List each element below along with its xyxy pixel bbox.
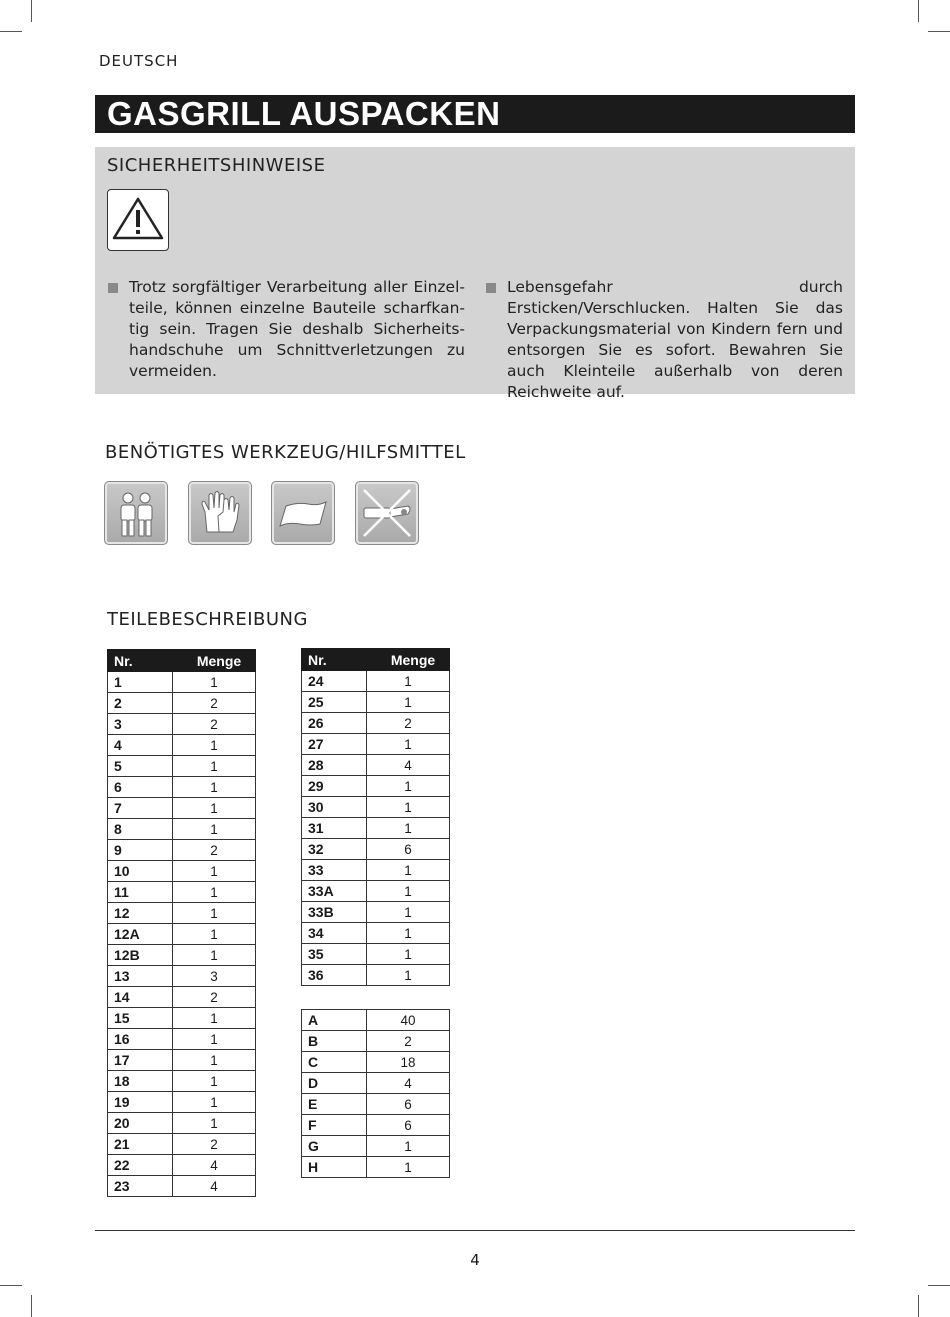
- quantity-cell: 1: [367, 776, 450, 797]
- no-knife-icon: [355, 481, 419, 545]
- quantity-cell: 2: [173, 1134, 256, 1155]
- quantity-cell: 1: [367, 902, 450, 923]
- part-number-cell: 27: [302, 734, 367, 755]
- crop-mark: [918, 1295, 919, 1317]
- table-row: [302, 734, 450, 755]
- quantity-cell: 1: [367, 692, 450, 713]
- quantity-cell: 2: [173, 987, 256, 1008]
- part-number-cell: 26: [302, 713, 367, 734]
- table-row: [302, 1031, 450, 1052]
- parts-table-1: [107, 649, 256, 1197]
- part-number-cell: 12A: [108, 924, 173, 945]
- part-number-cell: 21: [108, 1134, 173, 1155]
- part-number-cell: 8: [108, 819, 173, 840]
- quantity-cell: 1: [173, 672, 256, 693]
- table-row: [108, 1050, 256, 1071]
- safety-bullet-1: [108, 277, 465, 382]
- table-row: [302, 1073, 450, 1094]
- part-number-cell: C: [302, 1052, 367, 1073]
- table-row: [108, 735, 256, 756]
- bullet-square-icon: [486, 283, 496, 293]
- quantity-cell: 6: [367, 1115, 450, 1136]
- table-row: [302, 839, 450, 860]
- table-row: [108, 798, 256, 819]
- table-row: [302, 776, 450, 797]
- table-row: [108, 693, 256, 714]
- table-row: [302, 965, 450, 986]
- quantity-cell: 1: [173, 1029, 256, 1050]
- quantity-cell: 6: [367, 839, 450, 860]
- part-number-cell: D: [302, 1073, 367, 1094]
- table-row: [302, 923, 450, 944]
- table-row: [108, 840, 256, 861]
- part-number-cell: 12B: [108, 945, 173, 966]
- quantity-cell: 1: [173, 1113, 256, 1134]
- table-row: [108, 1008, 256, 1029]
- table-row: [108, 966, 256, 987]
- quantity-cell: 2: [173, 693, 256, 714]
- table-row: [302, 1136, 450, 1157]
- part-number-cell: 3: [108, 714, 173, 735]
- page-title: GASGRILL AUSPACKEN: [107, 95, 501, 132]
- parts-table-3: [301, 1009, 450, 1178]
- part-number-cell: 33: [302, 860, 367, 881]
- table-row: [108, 924, 256, 945]
- table-row: [108, 987, 256, 1008]
- quantity-cell: 1: [367, 923, 450, 944]
- part-number-cell: 9: [108, 840, 173, 861]
- table-row: [302, 755, 450, 776]
- table-row: [302, 881, 450, 902]
- table-row: [108, 777, 256, 798]
- part-number-cell: 4: [108, 735, 173, 756]
- table-row: [108, 756, 256, 777]
- quantity-cell: 1: [367, 944, 450, 965]
- crop-mark: [31, 1295, 32, 1317]
- quantity-cell: 4: [173, 1176, 256, 1197]
- part-number-cell: G: [302, 1136, 367, 1157]
- part-number-cell: 7: [108, 798, 173, 819]
- table-row: [108, 1176, 256, 1197]
- quantity-cell: 1: [173, 861, 256, 882]
- table-row: [302, 692, 450, 713]
- column-header-menge: Menge: [367, 649, 450, 671]
- part-number-cell: 2: [108, 693, 173, 714]
- quantity-cell: 2: [173, 714, 256, 735]
- safety-bullet-2: [486, 277, 843, 403]
- crop-mark: [31, 0, 32, 22]
- crop-mark: [928, 31, 950, 32]
- quantity-cell: 2: [367, 713, 450, 734]
- quantity-cell: 1: [367, 818, 450, 839]
- quantity-cell: 2: [173, 840, 256, 861]
- quantity-cell: 18: [367, 1052, 450, 1073]
- part-number-cell: 32: [302, 839, 367, 860]
- part-number-cell: 1: [108, 672, 173, 693]
- quantity-cell: 4: [367, 755, 450, 776]
- table-row: [108, 882, 256, 903]
- quantity-cell: 1: [173, 882, 256, 903]
- table-row: [108, 1092, 256, 1113]
- quantity-cell: 1: [367, 1136, 450, 1157]
- footer-divider: [95, 1230, 855, 1231]
- part-number-cell: H: [302, 1157, 367, 1178]
- tools-heading: BENÖTIGTES WERKZEUG/HILFSMITTEL: [105, 442, 466, 463]
- quantity-cell: 1: [173, 735, 256, 756]
- quantity-cell: 1: [173, 756, 256, 777]
- part-number-cell: 10: [108, 861, 173, 882]
- table-row: [302, 797, 450, 818]
- table-row: [108, 1155, 256, 1176]
- title-bar: [95, 95, 855, 133]
- part-number-cell: 30: [302, 797, 367, 818]
- quantity-cell: 2: [367, 1031, 450, 1052]
- parts-heading: TEILEBESCHREIBUNG: [107, 609, 308, 630]
- table-row: [302, 902, 450, 923]
- table-row: [302, 860, 450, 881]
- quantity-cell: 40: [367, 1010, 450, 1031]
- part-number-cell: 23: [108, 1176, 173, 1197]
- quantity-cell: 1: [173, 819, 256, 840]
- quantity-cell: 4: [367, 1073, 450, 1094]
- page-number: 4: [470, 1251, 480, 1269]
- table-row: [108, 672, 256, 693]
- table-row: [108, 945, 256, 966]
- quantity-cell: 1: [367, 881, 450, 902]
- crop-mark: [918, 0, 919, 22]
- quantity-cell: 1: [173, 903, 256, 924]
- table-row: [108, 903, 256, 924]
- table-row: [108, 819, 256, 840]
- crop-mark: [928, 1285, 950, 1286]
- column-header-nr: Nr.: [302, 649, 367, 671]
- safety-section: [95, 147, 855, 401]
- quantity-cell: 1: [367, 860, 450, 881]
- crop-mark: [0, 1285, 22, 1286]
- quantity-cell: 1: [173, 1050, 256, 1071]
- safety-heading: SICHERHEITSHINWEISE: [107, 155, 326, 176]
- warning-triangle-icon: [107, 189, 169, 251]
- quantity-cell: 1: [173, 798, 256, 819]
- part-number-cell: E: [302, 1094, 367, 1115]
- quantity-cell: 1: [367, 734, 450, 755]
- quantity-cell: 1: [367, 1157, 450, 1178]
- cloth-icon: [271, 481, 335, 545]
- part-number-cell: B: [302, 1031, 367, 1052]
- part-number-cell: 31: [302, 818, 367, 839]
- part-number-cell: 24: [302, 671, 367, 692]
- part-number-cell: 18: [108, 1071, 173, 1092]
- table-row: [108, 714, 256, 735]
- part-number-cell: 16: [108, 1029, 173, 1050]
- quantity-cell: 1: [173, 924, 256, 945]
- part-number-cell: 12: [108, 903, 173, 924]
- quantity-cell: 1: [367, 965, 450, 986]
- part-number-cell: 25: [302, 692, 367, 713]
- quantity-cell: 1: [173, 1008, 256, 1029]
- table-row: [108, 1071, 256, 1092]
- quantity-cell: 1: [173, 777, 256, 798]
- table-row: [302, 1052, 450, 1073]
- table-row: [108, 1134, 256, 1155]
- safety-bullet-text: Lebensgefahr durch Ersticken/Verschlucken. Halten Sie das Verpackungsmaterial von Kindern fern und entsorgen Sie es sofort. Bewahren Sie auch Kleinteile außerhalb von deren Reichweite auf.: [507, 278, 843, 401]
- table-row: [302, 818, 450, 839]
- table-row: [108, 1113, 256, 1134]
- part-number-cell: 29: [302, 776, 367, 797]
- language-label: DEUTSCH: [99, 52, 179, 70]
- parts-table-2: [301, 648, 450, 986]
- part-number-cell: 15: [108, 1008, 173, 1029]
- table-row: [302, 1094, 450, 1115]
- quantity-cell: 4: [173, 1155, 256, 1176]
- quantity-cell: 1: [173, 1071, 256, 1092]
- part-number-cell: 6: [108, 777, 173, 798]
- column-header-nr: Nr.: [108, 650, 173, 672]
- part-number-cell: 34: [302, 923, 367, 944]
- part-number-cell: A: [302, 1010, 367, 1031]
- safety-bullet-text: Trotz sorgfältiger Verarbeitung aller Einzelteile, können einzelne Bauteile scharfkantig sein. Tragen Sie deshalb Sicherheitshandschuhe um Schnittverletzungen zu vermeiden.: [129, 278, 465, 380]
- part-number-cell: 5: [108, 756, 173, 777]
- table-row: [302, 1115, 450, 1136]
- part-number-cell: 17: [108, 1050, 173, 1071]
- part-number-cell: 28: [302, 755, 367, 776]
- two-persons-icon: [104, 481, 168, 545]
- table-row: [302, 1010, 450, 1031]
- part-number-cell: 19: [108, 1092, 173, 1113]
- quantity-cell: 1: [173, 945, 256, 966]
- bullet-square-icon: [108, 283, 118, 293]
- quantity-cell: 1: [173, 1092, 256, 1113]
- quantity-cell: 1: [367, 797, 450, 818]
- table-header-row: [302, 649, 450, 671]
- column-header-menge: Menge: [173, 650, 256, 672]
- table-row: [108, 1029, 256, 1050]
- part-number-cell: 33B: [302, 902, 367, 923]
- part-number-cell: 35: [302, 944, 367, 965]
- quantity-cell: 1: [367, 671, 450, 692]
- part-number-cell: 20: [108, 1113, 173, 1134]
- table-header-row: [108, 650, 256, 672]
- table-row: [302, 1157, 450, 1178]
- crop-mark: [0, 31, 22, 32]
- part-number-cell: 36: [302, 965, 367, 986]
- part-number-cell: F: [302, 1115, 367, 1136]
- table-row: [302, 671, 450, 692]
- table-row: [302, 713, 450, 734]
- part-number-cell: 33A: [302, 881, 367, 902]
- table-row: [108, 861, 256, 882]
- part-number-cell: 11: [108, 882, 173, 903]
- part-number-cell: 22: [108, 1155, 173, 1176]
- table-row: [302, 944, 450, 965]
- quantity-cell: 3: [173, 966, 256, 987]
- quantity-cell: 6: [367, 1094, 450, 1115]
- part-number-cell: 13: [108, 966, 173, 987]
- gloves-icon: [188, 481, 252, 545]
- part-number-cell: 14: [108, 987, 173, 1008]
